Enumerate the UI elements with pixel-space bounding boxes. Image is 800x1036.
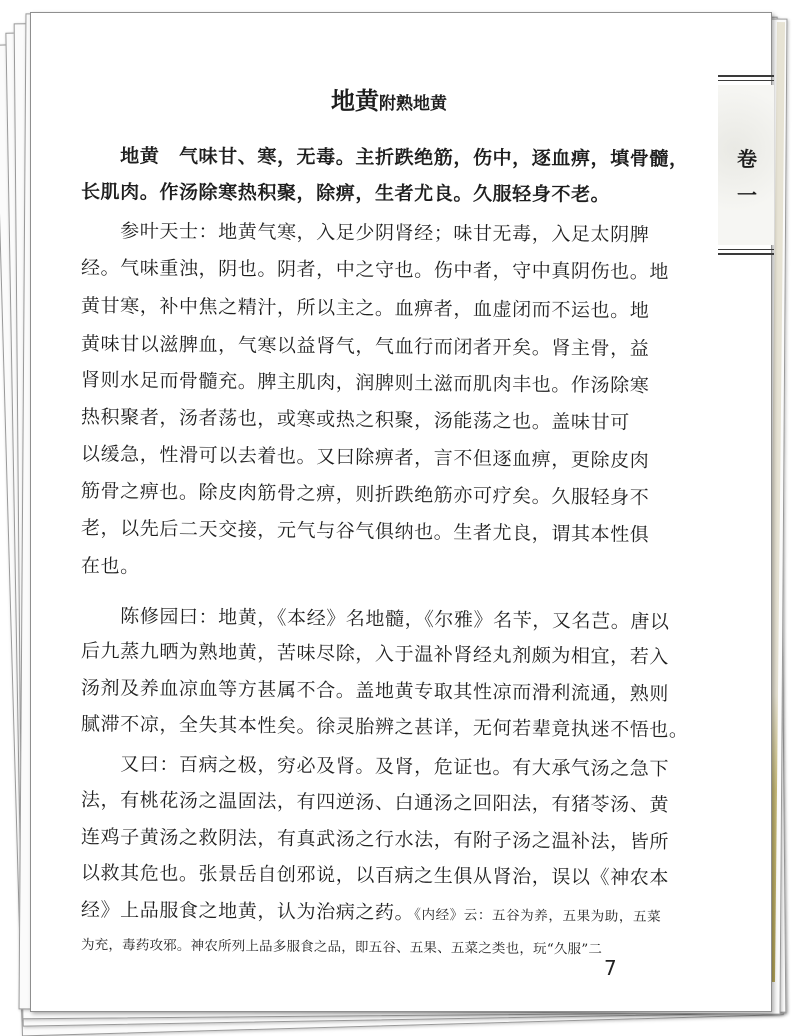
- line-text: 黄味甘以滋脾血，气寒以益肾气，气血行而闭者开矣。肾主骨，益: [80, 333, 650, 360]
- text-line: [81, 439, 681, 473]
- book-page: [30, 12, 772, 1012]
- text-line: [80, 709, 689, 742]
- text-line: [81, 216, 681, 247]
- line-text: 经。气味重浊，阴也。阴者，中之守也。伤中者，守中真阴伤也。地: [80, 257, 670, 284]
- text-line: [81, 402, 681, 435]
- text-line: [81, 785, 681, 817]
- inline-note: 《内经》云：五谷为养，五果为助，五菜: [414, 906, 662, 926]
- text-line: [81, 636, 681, 669]
- text-line: [81, 933, 681, 958]
- line-text: 陈修园曰：地黄，《本经》名地髓，《尔雅》名苄，又名芑。唐以: [80, 605, 670, 634]
- line-text: 经》上品服食之地黄，认为治病之药。: [80, 899, 415, 924]
- text-line: [81, 513, 681, 547]
- line-text: 长肌肉。作汤除寒热积聚，除痹，生者尤良。久服轻身不老。: [80, 181, 611, 206]
- line-text: 黄甘寒，补中焦之精汁，所以主之。血痹者，血虚闭而不运也。地: [80, 295, 650, 322]
- text-line: [81, 601, 681, 634]
- entry-title: [331, 81, 447, 116]
- chapter-label: 卷一: [737, 147, 757, 207]
- text-line: [81, 551, 681, 585]
- text-line: [81, 365, 681, 398]
- line-text: 连鸡子黄汤之救阴法，有真武汤之行水法，有附子汤之温补法，皆所: [80, 826, 670, 854]
- text-line: [81, 177, 681, 207]
- line-text: 汤剂及养血凉血等方甚属不合。盖地黄专取其性凉而滑利流通，熟则: [80, 677, 670, 706]
- line-text: 肾则水足而骨髓充。脾主肌肉，润脾则土滋而肌肉丰也。作汤除寒: [80, 369, 650, 397]
- text-line: [81, 895, 681, 927]
- text-line: [80, 141, 689, 171]
- title-sub: 附熟地黄: [379, 94, 447, 114]
- tab-rule: [718, 249, 774, 250]
- line-text: 参叶天士：地黄气寒，入足少阴肾经；味甘无毒，入足太阴脾: [80, 220, 650, 246]
- title-main: 地黄: [331, 87, 379, 115]
- line-text: 为充，毒药攻邪。神农所列上品多服食之品，即五谷、五果、五菜之类也，玩“久服”二: [80, 937, 603, 958]
- page-number: 7: [604, 956, 617, 980]
- line-text: 地黄 气味甘、寒，无毒。主折跌绝筋，伤中，逐血痹，填骨髓，: [80, 145, 689, 171]
- chapter-tab: [718, 75, 774, 255]
- text-line: [81, 858, 681, 890]
- text-line: [81, 329, 681, 361]
- line-text: 热积聚者，汤者荡也，或寒或热之积聚，汤能荡之也。盖味甘可: [80, 406, 630, 434]
- text-line: [81, 822, 681, 854]
- text-line: [81, 476, 681, 510]
- tab-rule: [718, 75, 774, 77]
- tab-rule: [718, 80, 774, 81]
- line-text: 以救其危也。张景岳自创邪说，以百病之生俱从肾治，误以《神农本: [80, 862, 670, 890]
- line-text: 在也。: [80, 555, 140, 578]
- text-line: [81, 673, 681, 706]
- line-text: 法，有桃花汤之温固法，有四逆汤、白通汤之回阳法，有猪苓汤、黄: [80, 789, 670, 817]
- text-line: [81, 749, 681, 781]
- tab-rule: [718, 253, 774, 255]
- line-text: 筋骨之痹也。除皮肉筋骨之痹，则折跌绝筋亦可疗矣。久服轻身不: [80, 480, 650, 509]
- line-text: 老，以先后二天交接，元气与谷气俱纳也。生者尤良，谓其本性俱: [80, 517, 650, 546]
- text-line: [81, 291, 681, 323]
- line-text: 又曰：百病之极，穷必及肾。及肾，危证也。有大承气汤之急下: [80, 753, 670, 781]
- line-text: 后九蒸九晒为熟地黄，苦味尽除，入于温补肾经丸剂颇为相宜，若入: [80, 640, 670, 669]
- line-text: 以缓急，性滑可以去着也。又曰除痹者，言不但逐血痹，更除皮肉: [80, 443, 650, 472]
- line-text: 腻滞不凉，全失其本性矣。徐灵胎辨之甚详，无何若辈竟执迷不悟也。: [80, 713, 689, 742]
- text-line: [81, 253, 681, 284]
